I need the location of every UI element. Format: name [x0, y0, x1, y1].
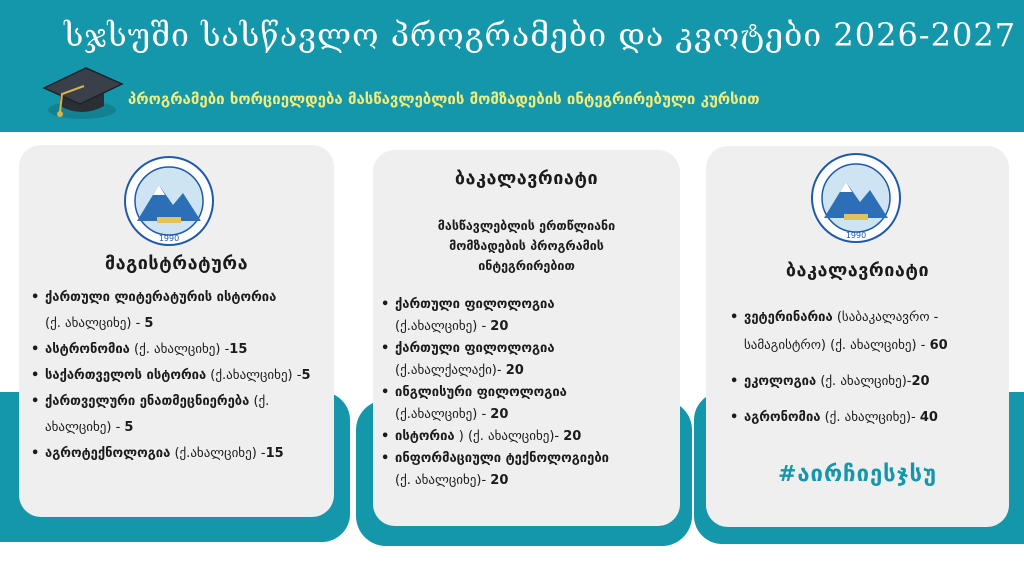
program-description: მასწავლებლის ერთწლიანი მომზადების პროგრამის ინტეგრირებით: [437, 218, 616, 273]
list-item: • ეკოლოგია (ქ. ახალციხე)-20: [730, 368, 998, 396]
card-master-heading: მაგისტრატურა: [104, 253, 249, 274]
list-item: • აგროტექნოლოგია (ქ.ახალციხე) -15: [31, 441, 327, 467]
seal-year: 1990: [845, 231, 867, 240]
seal-year: 1990: [158, 234, 180, 243]
bachelor-teacher-programs-list: [381, 294, 677, 492]
list-item: • ისტორია ) (ქ. ახალციხე)- 20: [381, 426, 677, 448]
subtitle: პროგრამები ხორციელდება მასწავლებლის მომზადების ინტეგრირებული კურსით: [128, 90, 760, 108]
university-seal-icon: [123, 155, 215, 247]
graduation-cap-icon: [42, 58, 124, 124]
card-master: [19, 145, 334, 517]
card-bachelor: [706, 146, 1009, 527]
card-bachelor-teacher: [373, 150, 680, 526]
list-item: • ქართული ფილოლოგია (ქ.ახალციხე) - 20: [381, 294, 677, 338]
card-bachelor-heading: ბაკალავრიატი: [785, 260, 930, 281]
list-item: • აგრონომია (ქ. ახალციხე)- 40: [730, 404, 998, 432]
list-item: • ინგლისური ფილოლოგია (ქ.ახალციხე) - 20: [381, 382, 677, 426]
list-item: • ქართული ფილოლოგია (ქ.ახალქალაქი)- 20: [381, 338, 677, 382]
bachelor-programs-list: [730, 304, 998, 432]
card-bachelor-teacher-heading: ბაკალავრიატი: [454, 168, 599, 189]
list-item: • ასტრონომია (ქ. ახალციხე) -15: [31, 337, 327, 363]
list-item: • ვეტერინარია (საბაკალავრო - სამაგისტრო) (ქ. ახალციხე) - 60: [730, 304, 998, 360]
master-programs-list: [31, 285, 327, 467]
university-seal-icon: [810, 152, 902, 244]
list-item: • ქართველური ენათმეცნიერება (ქ. ახალციხე) - 5: [31, 389, 327, 441]
header-banner: [0, 0, 1024, 132]
list-item: • საქართველოს ისტორია (ქ.ახალციხე) -5: [31, 363, 327, 389]
hashtag: #აირჩიესჯსუ: [777, 462, 938, 487]
list-item: • ინფორმაციული ტექნოლოგიები (ქ. ახალციხე)- 20: [381, 448, 677, 492]
page-title: სჯსუში სასწავლო პროგრამები და კვოტები 2026-2027: [64, 16, 1017, 54]
list-item: • ქართული ლიტერატურის ისტორია (ქ. ახალციხე) - 5: [31, 285, 327, 337]
